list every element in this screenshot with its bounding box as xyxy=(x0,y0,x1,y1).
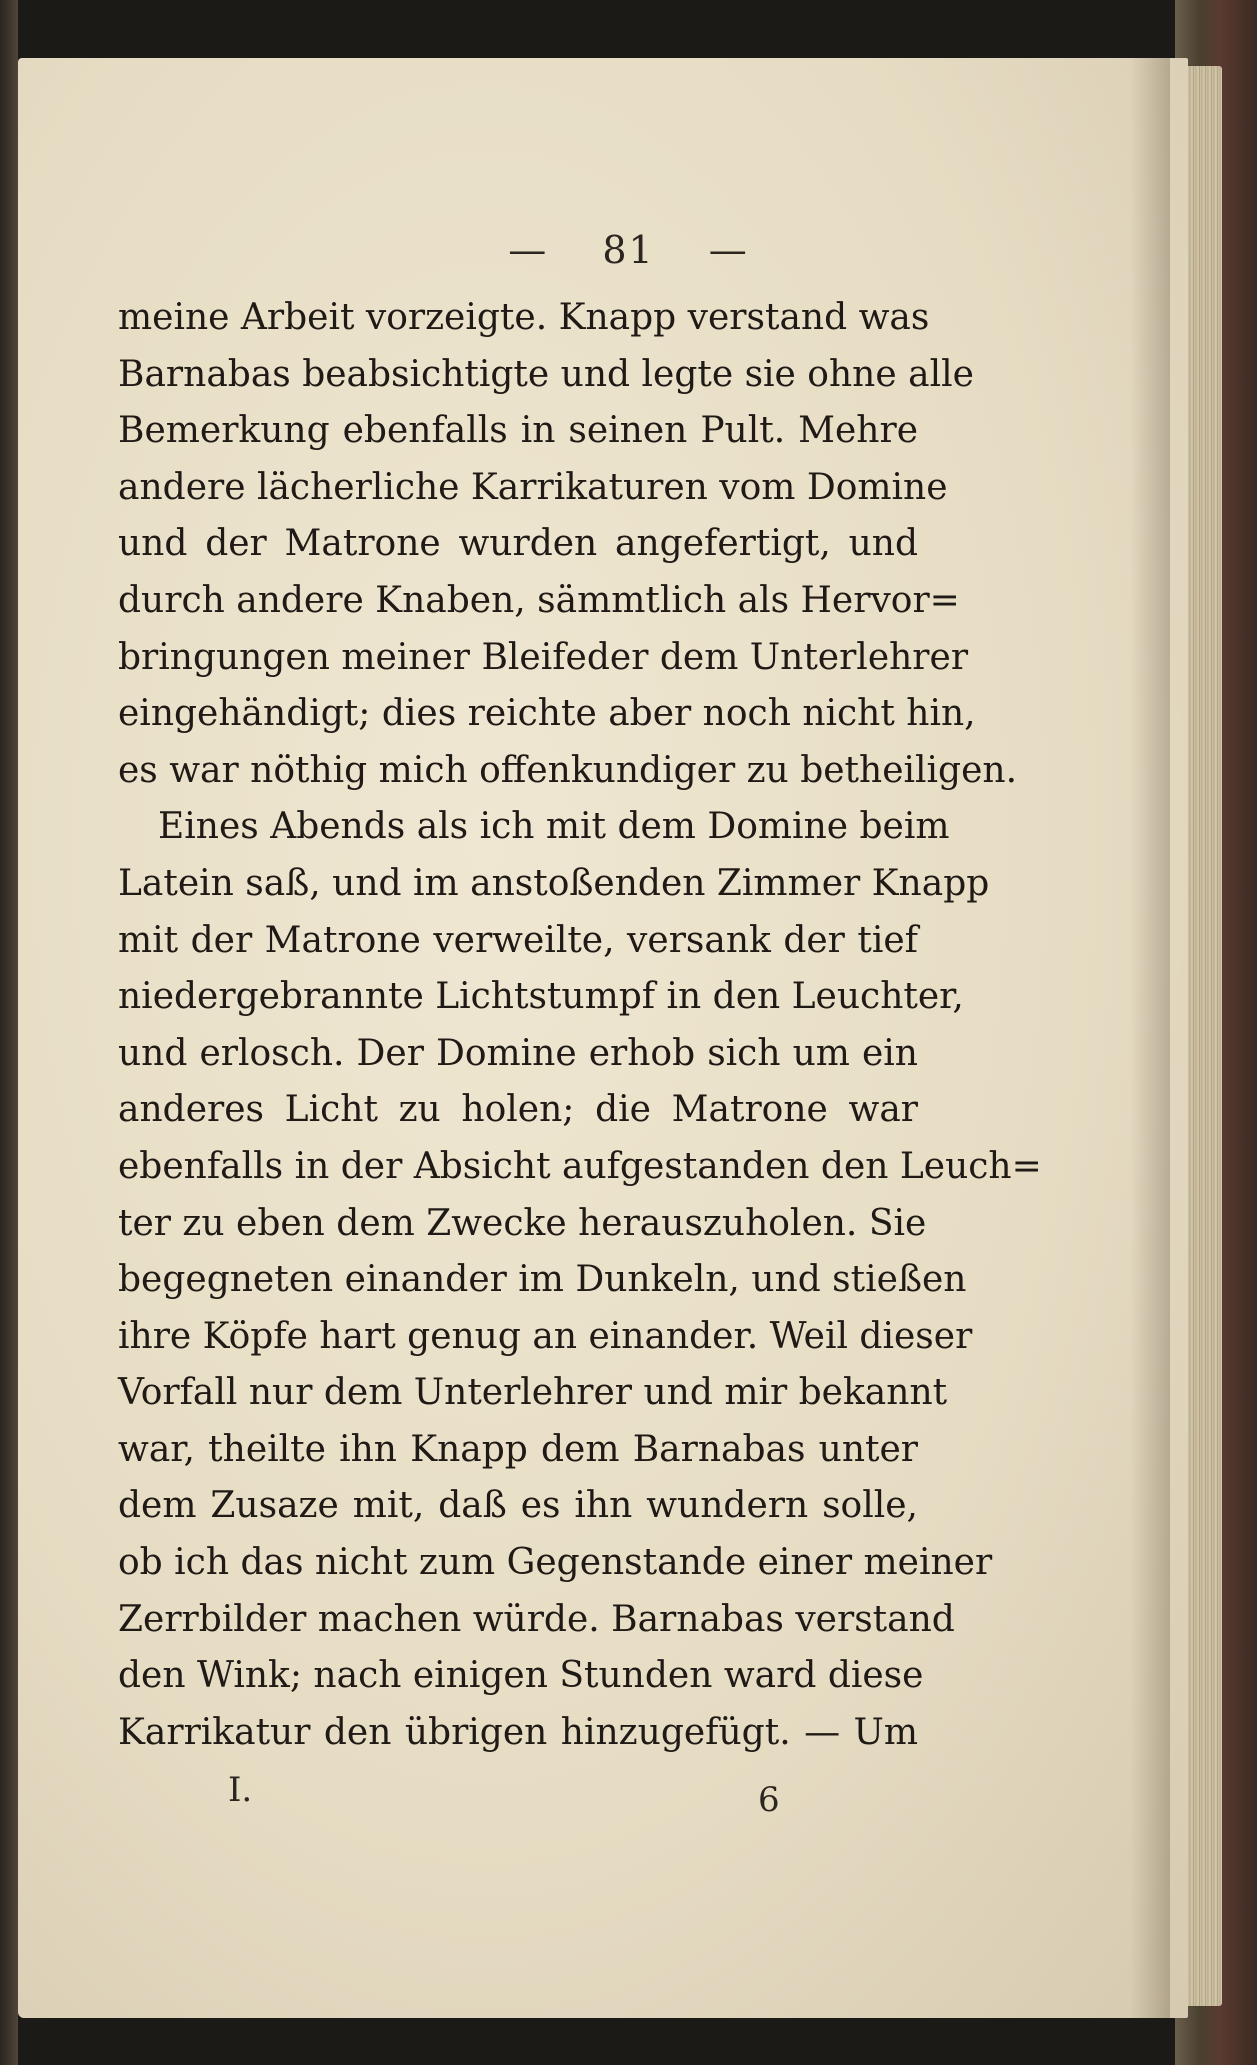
book-cover-left xyxy=(0,0,18,2065)
text-line: anderes Licht zu holen; die Matrone war xyxy=(118,1089,918,1131)
text-line: Latein saß, und im anstoßenden Zimmer Knapp xyxy=(118,862,990,904)
text-line: eingehändigt; dies reichte aber noch nicht hin, xyxy=(118,693,976,735)
text-line: bringungen meiner Bleifeder dem Unterlehrer xyxy=(118,636,969,678)
text-line: dem Zusaze mit, daß es ihn wundern solle, xyxy=(118,1485,918,1527)
text-line: begegneten einander im Dunkeln, und stießen xyxy=(118,1259,967,1301)
page-number: 81 xyxy=(602,228,655,272)
text-line: niedergebrannte Lichtstumpf in den Leuchter, xyxy=(118,976,964,1018)
text-line: Vorfall nur dem Unterlehrer und mir bekannt xyxy=(118,1372,948,1414)
text-line: andere lächerliche Karrikaturen vom Domine xyxy=(118,466,948,508)
header-dash-right: — xyxy=(708,228,749,272)
text-line: war, theilte ihn Knapp dem Barnabas unter xyxy=(118,1428,918,1470)
text-line: Zerrbilder machen würde. Barnabas verstand xyxy=(118,1598,955,1640)
text-line: meine Arbeit vorzeigte. Knapp verstand was xyxy=(118,297,930,338)
text-line: durch andere Knaben, sämmtlich als Hervor= xyxy=(118,579,960,621)
signature-mark: I. xyxy=(228,1770,253,1810)
text-line: und der Matrone wurden angefertigt, und xyxy=(118,523,918,565)
text-line: Barnabas beabsichtigte und legte sie ohne alle xyxy=(118,353,974,395)
gutter-shadow xyxy=(1130,58,1170,2018)
text-line: ob ich das nicht zum Gegenstande einer meiner xyxy=(118,1542,993,1584)
text-line: ter zu eben dem Zwecke herauszuholen. Sie xyxy=(118,1202,927,1244)
text-line: ihre Köpfe hart genug an einander. Weil dieser xyxy=(118,1315,973,1357)
paragraph-start-line: Eines Abends als ich mit dem Domine beim xyxy=(158,806,950,848)
text-line: Karrikatur den übrigen hinzugefügt. — Um xyxy=(118,1711,918,1753)
text-line: Bemerkung ebenfalls in seinen Pult. Mehre xyxy=(118,410,918,452)
text-line: den Wink; nach einigen Stunden ward diese xyxy=(118,1655,924,1697)
text-line: mit der Matrone verweilte, versank der tief xyxy=(118,919,918,961)
text-line: es war nöthig mich offenkundiger zu betheiligen. xyxy=(118,749,1018,791)
page-header xyxy=(0,228,1257,272)
body-text xyxy=(118,290,1042,1761)
text-line: und erlosch. Der Domine erhob sich um ein xyxy=(118,1032,918,1074)
sheet-number: 6 xyxy=(758,1780,780,1820)
text-line: ebenfalls in der Absicht aufgestanden den Leuch= xyxy=(118,1145,1042,1187)
header-dash-left: — xyxy=(508,228,549,272)
